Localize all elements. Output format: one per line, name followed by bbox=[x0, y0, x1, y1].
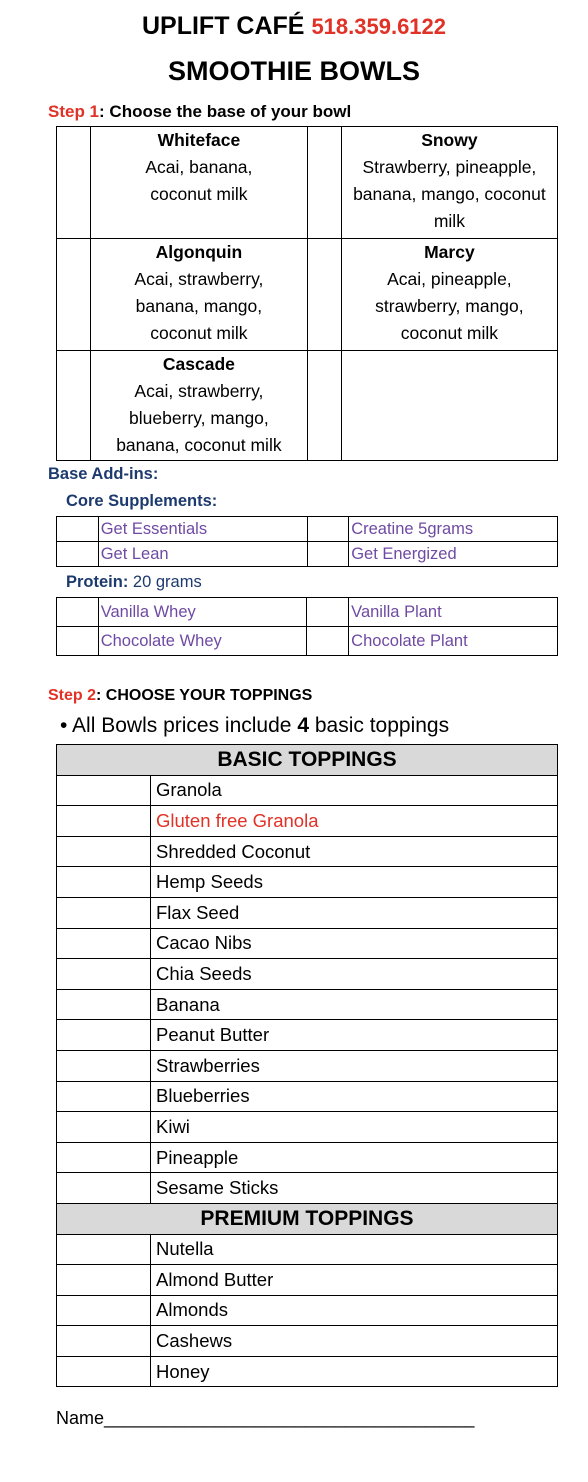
step1-label: Step 1 bbox=[48, 102, 100, 121]
option-get-energized: Get Energized bbox=[349, 542, 558, 567]
step2-heading bbox=[48, 687, 312, 705]
topping-label: Peanut Butter bbox=[151, 1020, 558, 1051]
topping-label: Cacao Nibs bbox=[151, 928, 558, 959]
cafe-phone: 518.359.6122 bbox=[311, 14, 447, 39]
base-ingredients: Acai, banana, coconut milk bbox=[145, 157, 253, 204]
checkbox-vanilla-plant[interactable] bbox=[307, 598, 349, 627]
base-option-whiteface bbox=[91, 127, 308, 239]
topping-label: Hemp Seeds bbox=[151, 867, 558, 898]
base-option-marcy bbox=[341, 239, 557, 351]
table-row bbox=[57, 1356, 558, 1387]
table-row bbox=[57, 1234, 558, 1265]
topping-checkbox[interactable] bbox=[57, 1020, 151, 1051]
topping-checkbox[interactable] bbox=[57, 1265, 151, 1296]
base-option-snowy bbox=[341, 127, 557, 239]
topping-label: Sesame Sticks bbox=[151, 1173, 558, 1204]
note-post: basic toppings bbox=[309, 714, 450, 737]
table-row bbox=[57, 897, 558, 928]
base-option-cascade bbox=[91, 351, 308, 461]
table-row bbox=[57, 1142, 558, 1173]
checkbox-chocolate-plant[interactable] bbox=[307, 627, 349, 656]
base-name: Cascade bbox=[162, 354, 235, 374]
protein-label: Protein: bbox=[66, 573, 129, 591]
basic-toppings-header-label: BASIC TOPPINGS bbox=[57, 745, 558, 776]
step1-instruction: : Choose the base of your bowl bbox=[99, 102, 352, 121]
topping-label: Banana bbox=[151, 989, 558, 1020]
base-checkbox-snowy[interactable] bbox=[307, 127, 341, 239]
topping-label: Honey bbox=[151, 1356, 558, 1387]
base-ingredients: Acai, strawberry, banana, mango, coconut milk bbox=[134, 269, 264, 343]
toppings-table bbox=[56, 744, 558, 1387]
step1-heading bbox=[48, 102, 351, 122]
topping-checkbox[interactable] bbox=[57, 928, 151, 959]
basic-toppings-header bbox=[57, 745, 558, 776]
checkbox-get-lean[interactable] bbox=[57, 542, 99, 567]
table-row bbox=[57, 989, 558, 1020]
topping-checkbox[interactable] bbox=[57, 1326, 151, 1357]
base-name: Snowy bbox=[421, 130, 478, 150]
base-ingredients: Acai, strawberry, blueberry, mango, banana, coconut milk bbox=[116, 381, 282, 455]
table-row bbox=[57, 1020, 558, 1051]
protein-amount: 20 grams bbox=[128, 573, 202, 591]
base-checkbox-marcy[interactable] bbox=[307, 239, 341, 351]
table-row bbox=[57, 1112, 558, 1143]
toppings-note bbox=[60, 714, 449, 738]
base-name: Algonquin bbox=[155, 242, 243, 262]
step2-label: Step 2 bbox=[48, 687, 97, 704]
table-row bbox=[57, 959, 558, 990]
base-option-empty bbox=[341, 351, 557, 461]
name-field[interactable]: Name_____________________________________ bbox=[56, 1408, 475, 1428]
topping-label: Gluten free Granola bbox=[151, 806, 558, 837]
premium-toppings-header-label: PREMIUM TOPPINGS bbox=[57, 1203, 558, 1234]
addins-title: Base Add-ins: bbox=[48, 465, 159, 483]
checkbox-vanilla-whey[interactable] bbox=[57, 598, 99, 627]
topping-checkbox[interactable] bbox=[57, 1356, 151, 1387]
protein-table bbox=[56, 597, 558, 656]
note-pre: All Bowls prices include bbox=[72, 714, 298, 737]
table-row bbox=[57, 867, 558, 898]
base-option-algonquin bbox=[91, 239, 308, 351]
topping-checkbox[interactable] bbox=[57, 806, 151, 837]
topping-label: Blueberries bbox=[151, 1081, 558, 1112]
table-row bbox=[57, 1326, 558, 1357]
topping-checkbox[interactable] bbox=[57, 1050, 151, 1081]
topping-label: Strawberries bbox=[151, 1050, 558, 1081]
topping-label: Cashews bbox=[151, 1326, 558, 1357]
topping-checkbox[interactable] bbox=[57, 959, 151, 990]
base-table bbox=[56, 126, 558, 461]
base-checkbox-empty bbox=[307, 351, 341, 461]
topping-checkbox[interactable] bbox=[57, 1173, 151, 1204]
option-chocolate-plant: Chocolate Plant bbox=[349, 627, 558, 656]
core-supplements-title: Core Supplements: bbox=[66, 492, 218, 510]
topping-label: Flax Seed bbox=[151, 897, 558, 928]
topping-label: Almonds bbox=[151, 1295, 558, 1326]
topping-label: Kiwi bbox=[151, 1112, 558, 1143]
option-vanilla-whey: Vanilla Whey bbox=[98, 598, 307, 627]
topping-label: Nutella bbox=[151, 1234, 558, 1265]
base-checkbox-cascade[interactable] bbox=[57, 351, 91, 461]
topping-checkbox[interactable] bbox=[57, 867, 151, 898]
topping-checkbox[interactable] bbox=[57, 1112, 151, 1143]
topping-checkbox[interactable] bbox=[57, 836, 151, 867]
cafe-name: UPLIFT CAFÉ bbox=[141, 12, 305, 40]
table-row bbox=[57, 1173, 558, 1204]
topping-label: Almond Butter bbox=[151, 1265, 558, 1296]
table-row bbox=[57, 1265, 558, 1296]
premium-toppings-header bbox=[57, 1203, 558, 1234]
topping-checkbox[interactable] bbox=[57, 1234, 151, 1265]
base-checkbox-algonquin[interactable] bbox=[57, 239, 91, 351]
option-get-lean: Get Lean bbox=[98, 542, 307, 567]
cafe-header bbox=[0, 12, 588, 41]
note-count: 4 bbox=[297, 714, 309, 737]
topping-label: Pineapple bbox=[151, 1142, 558, 1173]
topping-checkbox[interactable] bbox=[57, 1081, 151, 1112]
core-supplements-table bbox=[56, 516, 558, 567]
option-creatine: Creatine 5grams bbox=[349, 517, 558, 542]
menu-title: SMOOTHIE BOWLS bbox=[168, 56, 420, 86]
base-ingredients: Strawberry, pineapple, banana, mango, coconut milk bbox=[353, 157, 546, 231]
topping-checkbox[interactable] bbox=[57, 989, 151, 1020]
topping-checkbox[interactable] bbox=[57, 775, 151, 806]
table-row bbox=[57, 775, 558, 806]
checkbox-chocolate-whey[interactable] bbox=[57, 627, 99, 656]
base-name: Whiteface bbox=[157, 130, 241, 150]
topping-checkbox[interactable] bbox=[57, 897, 151, 928]
table-row bbox=[57, 1081, 558, 1112]
checkbox-get-energized[interactable] bbox=[307, 542, 349, 567]
protein-heading bbox=[66, 573, 202, 592]
bullet-icon: • bbox=[60, 714, 68, 737]
base-name: Marcy bbox=[424, 242, 475, 262]
table-row bbox=[57, 1050, 558, 1081]
checkbox-creatine[interactable] bbox=[307, 517, 349, 542]
option-get-essentials: Get Essentials bbox=[98, 517, 307, 542]
table-row bbox=[57, 1295, 558, 1326]
table-row bbox=[57, 836, 558, 867]
topping-checkbox[interactable] bbox=[57, 1295, 151, 1326]
base-ingredients: Acai, pineapple, strawberry, mango, coconut milk bbox=[375, 269, 524, 343]
option-chocolate-whey: Chocolate Whey bbox=[98, 627, 307, 656]
topping-label: Granola bbox=[151, 775, 558, 806]
topping-checkbox[interactable] bbox=[57, 1142, 151, 1173]
topping-label: Chia Seeds bbox=[151, 959, 558, 990]
base-checkbox-whiteface[interactable] bbox=[57, 127, 91, 239]
option-vanilla-plant: Vanilla Plant bbox=[349, 598, 558, 627]
table-row bbox=[57, 928, 558, 959]
step2-instruction: : CHOOSE YOUR TOPPINGS bbox=[96, 687, 313, 704]
table-row bbox=[57, 806, 558, 837]
topping-label: Shredded Coconut bbox=[151, 836, 558, 867]
checkbox-get-essentials[interactable] bbox=[57, 517, 99, 542]
